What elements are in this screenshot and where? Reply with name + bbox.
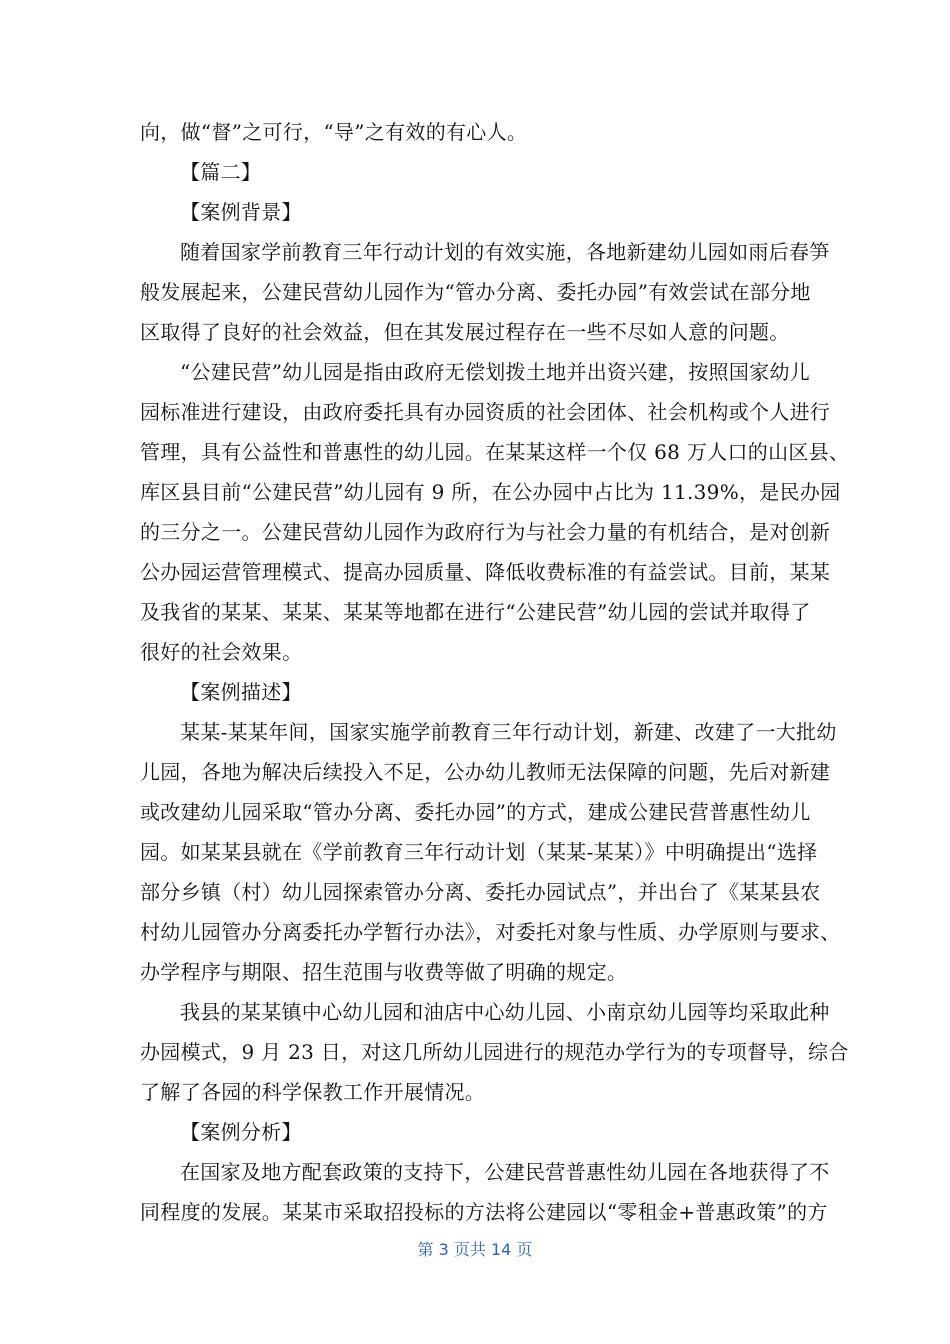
section-heading: 【篇二】 bbox=[180, 160, 262, 184]
text-line: 某某-某某年间，国家实施学前教育三年行动计划，新建、改建了一大批幼 bbox=[180, 720, 837, 744]
text-line: 很好的社会效果。 bbox=[140, 640, 303, 664]
page-number-footer: 第 3 页共 14 页 bbox=[417, 1240, 533, 1259]
text-line: 办学程序与期限、招生范围与收费等做了明确的规定。 bbox=[140, 960, 628, 984]
text-line: 向，做“督”之可行，“导”之有效的有心人。 bbox=[140, 120, 528, 144]
text-line: 般发展起来，公建民营幼儿园作为“管办分离、委托办园”有效尝试在部分地 bbox=[140, 280, 811, 304]
section-heading: 【案例分析】 bbox=[180, 1120, 302, 1144]
text-line: 部分乡镇（村）幼儿园探索管办分离、委托办园试点”，并出台了《某某县农 bbox=[140, 880, 821, 904]
text-line: 随着国家学前教育三年行动计划的有效实施，各地新建幼儿园如雨后春笋 bbox=[180, 240, 830, 264]
text-line: 管理，具有公益性和普惠性的幼儿园。在某某这样一个仅 68 万人口的山区县、 bbox=[140, 440, 850, 464]
section-heading: 【案例背景】 bbox=[180, 200, 302, 224]
text-line: 库区县目前“公建民营”幼儿园有 9 所，在公办园中占比为 11.39%，是民办园 bbox=[140, 480, 841, 504]
text-line: “公建民营”幼儿园是指由政府无偿划拨土地并出资兴建，按照国家幼儿 bbox=[180, 360, 811, 384]
text-line: 在国家及地方配套政策的支持下，公建民营普惠性幼儿园在各地获得了不 bbox=[180, 1160, 830, 1184]
text-line: 同程度的发展。某某市采取招投标的方法将公建园以“零租金+普惠政策”的方 bbox=[140, 1200, 828, 1224]
text-line: 村幼儿园管办分离委托办学暂行办法》，对委托对象与性质、办学原则与要求、 bbox=[140, 920, 841, 944]
text-line: 的三分之一。公建民营幼儿园作为政府行为与社会力量的有机结合，是对创新 bbox=[140, 520, 831, 544]
text-line: 儿园，各地为解决后续投入不足，公办幼儿教师无法保障的问题，先后对新建 bbox=[140, 760, 831, 784]
text-line: 我县的某某镇中心幼儿园和油店中心幼儿园、小南京幼儿园等均采取此种 bbox=[180, 1000, 830, 1024]
text-line: 区取得了良好的社会效益，但在其发展过程存在一些不尽如人意的问题。 bbox=[140, 320, 790, 344]
text-line: 及我省的某某、某某、某某等地都在进行“公建民营”幼儿园的尝试并取得了 bbox=[140, 600, 811, 624]
text-line: 了解了各园的科学保教工作开展情况。 bbox=[140, 1080, 486, 1104]
text-line: 园。如某某县就在《学前教育三年行动计划（某某-某某）》中明确提出“选择 bbox=[140, 840, 818, 864]
text-line: 或改建幼儿园采取“管办分离、委托办园”的方式，建成公建民营普惠性幼儿 bbox=[140, 800, 811, 824]
text-line: 园标准进行建设，由政府委托具有办园资质的社会团体、社会机构或个人进行 bbox=[140, 400, 831, 424]
section-heading: 【案例描述】 bbox=[180, 680, 302, 704]
document-body bbox=[140, 112, 850, 1232]
text-line: 办园模式，9 月 23 日，对这几所幼儿园进行的规范办学行为的专项督导，综合 bbox=[140, 1040, 849, 1064]
text-line: 公办园运营管理模式、提高办园质量、降低收费标准的有益尝试。目前，某某 bbox=[140, 560, 831, 584]
